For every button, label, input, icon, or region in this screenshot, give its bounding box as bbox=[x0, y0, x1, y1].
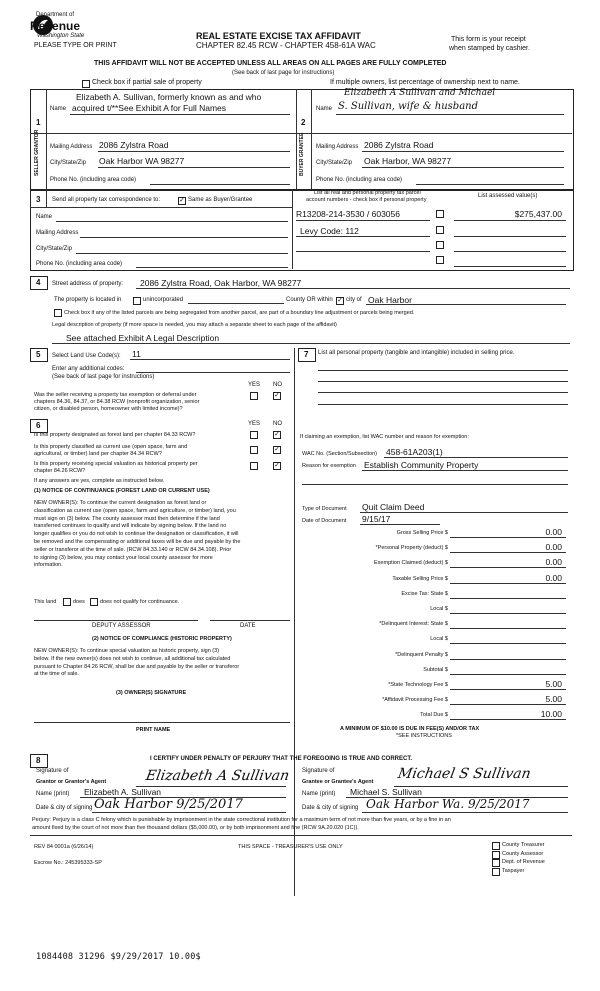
exempt-yes-checkbox[interactable] bbox=[250, 392, 258, 400]
corr-address-label: Mailing Address bbox=[36, 230, 79, 236]
calc-row-label: Local $ bbox=[430, 606, 448, 612]
grantee-name: Michael S. Sullivan bbox=[350, 787, 422, 797]
historic-q2: chapter 84.26 RCW? bbox=[34, 468, 86, 474]
forest-q: Is this property designated as forest land per chapter 84.33 RCW? bbox=[34, 432, 196, 438]
buyer-city-label: City/State/Zip bbox=[316, 160, 353, 166]
copy-label: County Assessor bbox=[502, 850, 544, 857]
exempt-q3: citizen, or disabled person, homeowner with limited income)? bbox=[34, 406, 183, 412]
calc-row-value: 0.00 bbox=[545, 572, 562, 583]
multiple-owners-note: If multiple owners, list percentage of ownership next to name. bbox=[330, 79, 520, 86]
corr-city-label: City/State/Zip bbox=[36, 246, 73, 252]
copy-checkbox[interactable] bbox=[492, 842, 500, 850]
copy-label: Dept. of Revenue bbox=[502, 859, 545, 865]
copy-checkbox[interactable] bbox=[492, 868, 500, 876]
segregated-checkbox[interactable] bbox=[54, 309, 62, 317]
deputy-date-label: DATE bbox=[240, 623, 256, 629]
see-instructions: *SEE INSTRUCTIONS bbox=[396, 733, 452, 739]
current-use-q2: agricultural, or timber) land per chapter 84.34 RCW? bbox=[34, 451, 162, 457]
county-or-label: County OR within bbox=[286, 297, 333, 303]
exempt-no-checkbox[interactable]: ✓ bbox=[274, 392, 280, 399]
historic-no-checkbox[interactable]: ✓ bbox=[274, 462, 280, 469]
grantor-sig-of: Signature of bbox=[36, 768, 69, 774]
grantee-date-city: Oak Harbor Wa. 9/25/2017 bbox=[366, 797, 530, 811]
receipt-line2: when stamped by cashier. bbox=[449, 45, 530, 52]
perjury-line2: amount fixed by the court of not more than five thousand dollars ($5,000.00), or by both imprisonment and fine (RCW 9A.20.020 (1C)). bbox=[32, 825, 359, 831]
please-type: PLEASE TYPE OR PRINT bbox=[34, 42, 117, 49]
exempt-q2: chapters 84.36, 84.37, or 84.38 RCW (nonprofit organization, senior bbox=[34, 399, 200, 405]
section-4-number: 4 bbox=[36, 278, 41, 287]
assessed-value-1: $275,437.00 bbox=[514, 209, 562, 219]
historic-q1: Is this property receiving special valuation as historical property per bbox=[34, 461, 198, 467]
unincorporated-checkbox[interactable] bbox=[133, 297, 141, 305]
dept-line2: Revenue bbox=[30, 19, 81, 33]
street-address: 2086 Zylstra Road, Oak Harbor, WA 98277 bbox=[140, 278, 302, 288]
historic-yes-checkbox[interactable] bbox=[250, 462, 258, 470]
warning-text: THIS AFFIDAVIT WILL NOT BE ACCEPTED UNLESS ALL AREAS ON ALL PAGES ARE FULLY COMPLETED bbox=[94, 60, 447, 67]
correspondence-label: Send all property tax correspondence to: bbox=[52, 197, 161, 203]
current-use-q1: Is this property classified as current use (open space, farm and bbox=[34, 444, 188, 450]
calc-row-label: *State Technology Fee $ bbox=[388, 682, 448, 688]
calc-row-value: 5.00 bbox=[545, 694, 562, 705]
segregated-label: Check box if any of the listed parcels are being segregated from another parcel, are part of a boundary line adjustment or parcels being merged. bbox=[64, 310, 415, 316]
additional-codes-note: (See back of last page for instructions) bbox=[52, 374, 155, 380]
land-use-value: 11 bbox=[132, 349, 141, 359]
exemption-claim-label: If claiming an exemption, list WAC number and reason for exemption: bbox=[300, 434, 469, 440]
s5-yes: YES bbox=[248, 382, 261, 388]
does-label: does bbox=[73, 599, 85, 605]
wac-label: WAC No. (Section/Subsection) bbox=[302, 451, 377, 457]
calc-row-label: *Delinquent Interest: State $ bbox=[379, 621, 448, 628]
city-name: Oak Harbor bbox=[368, 295, 412, 305]
calc-row-value: 5.00 bbox=[545, 679, 562, 689]
copy-checkbox[interactable] bbox=[492, 859, 500, 867]
calc-row-label: Subtotal $ bbox=[423, 666, 448, 673]
grantor-date-city: Oak Harbor 9/25/2017 bbox=[94, 797, 243, 812]
exempt-q1: Was the seller receiving a property tax exemption or deferral under bbox=[34, 392, 197, 398]
notice-compliance-text: NEW OWNER(S): To continue special valuation as historic property, sign (3) below. If the new owner(s) does not wish to continue, all additional tax calculated pursuant to Chapter 84.26 RCW, shall be due and payable by the seller or transferor at the time of sale. bbox=[34, 648, 240, 678]
buyer-phone-label: Phone No. (including area code) bbox=[316, 177, 403, 183]
calc-row-label: Gross Selling Price $ bbox=[396, 530, 448, 536]
s6-yes: YES bbox=[248, 421, 261, 427]
same-as-buyer-label: Same as Buyer/Grantee bbox=[188, 197, 253, 203]
print-name-label: PRINT NAME bbox=[136, 727, 171, 733]
corr-phone-label: Phone No. (including area code) bbox=[36, 261, 123, 267]
legal-value: See attached Exhibit A Legal Description bbox=[66, 333, 220, 343]
assessed-header: List assessed value(s) bbox=[478, 193, 538, 199]
parcel-header1: List all real and personal property tax parcel bbox=[314, 190, 421, 196]
grantor-agent-label: Grantor or Grantor's Agent bbox=[36, 779, 107, 785]
copy-checkbox[interactable] bbox=[492, 851, 500, 859]
buyer-address-label: Mailing Address bbox=[316, 144, 359, 150]
wac-value: 458-61A203(1) bbox=[386, 447, 443, 457]
doc-date-value: 9/15/17 bbox=[362, 514, 391, 524]
calc-row-label: *Delinquent Penalty $ bbox=[395, 651, 448, 658]
seller-address: 2086 Zylstra Road bbox=[99, 140, 169, 150]
land-use-label: Select Land Use Code(s): bbox=[52, 353, 121, 359]
buyer-side-label: BUYER GRANTEE bbox=[299, 132, 305, 176]
form-title: REAL ESTATE EXCISE TAX AFFIDAVIT bbox=[196, 31, 361, 41]
partial-sale-checkbox[interactable] bbox=[82, 80, 90, 88]
deputy-assessor-label: DEPUTY ASSESSOR bbox=[92, 623, 151, 629]
owner-signature-label: (3) OWNER(S) SIGNATURE bbox=[116, 690, 187, 696]
current-use-yes-checkbox[interactable] bbox=[250, 446, 258, 454]
grantee-date-label: Date & city of signing bbox=[302, 805, 359, 811]
section-8-number: 8 bbox=[36, 756, 41, 765]
seller-phone-label: Phone No. (including area code) bbox=[50, 177, 137, 183]
recording-stamp: 1084408 31296 $9/29/2017 10.00$ bbox=[36, 952, 201, 962]
calc-row-label: *Personal Property (deduct) $ bbox=[375, 545, 448, 552]
calc-row-value: 10.00 bbox=[540, 709, 562, 720]
section-3-number: 3 bbox=[36, 195, 41, 204]
grantee-name-label: Name (print) bbox=[302, 791, 336, 797]
buyer-name-line1: Elizabeth A Sullivan and Michael bbox=[344, 88, 496, 98]
s5-no: NO bbox=[273, 382, 282, 388]
dept-line3: Washington State bbox=[37, 33, 85, 39]
treasurer-space: THIS SPACE - TREASURER'S USE ONLY bbox=[238, 844, 343, 850]
parcel-1-checkbox[interactable] bbox=[436, 210, 444, 218]
reason-value: Establish Community Property bbox=[364, 460, 479, 470]
grantor-signature: Elizabeth A Sullivan bbox=[144, 768, 291, 784]
grantor-name-label: Name (print) bbox=[36, 791, 70, 797]
same-as-buyer-checkbox[interactable]: ✓ bbox=[179, 197, 185, 204]
calc-row-value: 0.00 bbox=[545, 542, 562, 553]
legal-label: Legal description of property (if more space is needed, you may attach a separate sheet to each page of the affidavit) bbox=[52, 322, 337, 328]
calc-row-label: Taxable Selling Price $ bbox=[392, 575, 448, 582]
seller-city-label: City/State/Zip bbox=[50, 160, 87, 166]
levy-code: Levy Code: 112 bbox=[300, 226, 359, 236]
parcel-header2: account numbers - check box if personal property bbox=[306, 197, 427, 203]
buyer-address: 2086 Zylstra Road bbox=[364, 140, 434, 150]
forest-no-checkbox[interactable]: ✓ bbox=[274, 431, 280, 438]
certify-statement: I CERTIFY UNDER PENALTY OF PERJURY THAT THE FOREGOING IS TRUE AND CORRECT. bbox=[150, 756, 413, 762]
grantee-agent-label: Grantee or Grantee's Agent bbox=[302, 779, 374, 785]
forest-yes-checkbox[interactable] bbox=[250, 431, 258, 439]
buyer-name-label: Name bbox=[316, 106, 333, 112]
rev-number: REV 84 0001a (6/26/14) bbox=[34, 844, 94, 850]
calc-row-label: *Affidavit Processing Fee $ bbox=[382, 697, 448, 704]
calc-row-label: Total Due $ bbox=[420, 712, 448, 719]
parcel-3-checkbox[interactable] bbox=[436, 241, 444, 249]
reason-label: Reason for exemption bbox=[302, 463, 356, 469]
seller-city: Oak Harbor WA 98277 bbox=[99, 156, 185, 166]
minimum-due: A MINIMUM OF $10.00 IS DUE IN FEE(S) AND/OR TAX bbox=[340, 726, 480, 732]
seller-name-label: Name bbox=[50, 106, 67, 112]
perjury-line1: Perjury: Perjury is a class C felony which is punishable by imprisonment in the state correctional institution for a maximum term of not more than five years, or by a fine in an bbox=[32, 817, 451, 823]
located-in-label: The property is located in bbox=[54, 297, 122, 303]
does-not-label: does not qualify for continuance. bbox=[100, 599, 180, 605]
section-1-number: 1 bbox=[36, 118, 41, 127]
doc-date-label: Date of Document bbox=[302, 518, 347, 524]
section-2-number: 2 bbox=[301, 118, 306, 127]
city-of-label: city of bbox=[346, 297, 362, 303]
if-yes-note: If any answers are yes, complete as instructed below. bbox=[34, 478, 165, 484]
parcel-1: R13208-214-3530 / 603056 bbox=[296, 209, 400, 219]
receipt-line1: This form is your receipt bbox=[451, 36, 526, 43]
see-back: (See back of last page for instructions) bbox=[232, 70, 335, 76]
parcel-2-checkbox[interactable] bbox=[436, 226, 444, 234]
notice-continuance-text: NEW OWNER(S): To continue the current designation as forest land or classification as current use (open space, farm and agriculture, or timber) land, you must sign on (3) below. The county assessor must then determine if the land transferred continues to qualify and will indicate by signing below. If the land no longer qualifies or you do not wish to continue the designation or classification, it will be removed and the compensating or additional taxes will be due and payable by the seller or transferor at the time of sale. (RCW 84.33.140 or RCW 84.34.108). Prior to signing (3) below, you may contact your local county assessor for more information. bbox=[34, 500, 241, 569]
parcel-4-checkbox[interactable] bbox=[436, 256, 444, 264]
notice-compliance-title: (2) NOTICE OF COMPLIANCE (HISTORIC PROPERTY) bbox=[92, 636, 232, 642]
copy-label: County Treasurer bbox=[502, 842, 545, 848]
corr-name-label: Name bbox=[36, 214, 53, 220]
doc-type-value: Quit Claim Deed bbox=[362, 502, 425, 512]
calc-row-label: Exemption Claimed (deduct) $ bbox=[374, 560, 448, 567]
doc-type-label: Type of Document bbox=[302, 506, 347, 512]
copy-label: Taxpayer bbox=[502, 867, 525, 874]
grantee-sig-of: Signature of bbox=[302, 768, 335, 774]
escrow-number: Escrow No.: 245395333-SP bbox=[34, 860, 102, 866]
s6-no: NO bbox=[273, 421, 282, 427]
grantor-date-label: Date & city of signing bbox=[36, 805, 93, 811]
buyer-city: Oak Harbor, WA 98277 bbox=[364, 156, 452, 166]
section-7-number: 7 bbox=[304, 350, 309, 359]
seller-address-label: Mailing Address bbox=[50, 144, 93, 150]
city-of-checkbox[interactable]: ✓ bbox=[337, 297, 343, 304]
buyer-name-line2: S. Sullivan, wife & husband bbox=[338, 101, 478, 112]
seller-name-line2: acquired t/**See Exhibit A for Full Names bbox=[72, 103, 227, 113]
unincorporated-label: unincorporated bbox=[143, 297, 184, 303]
land-does-label: This land bbox=[34, 599, 57, 605]
personal-property-label: List all personal property (tangible and intangible) included in selling price. bbox=[318, 350, 515, 356]
grantee-signature: Michael S Sullivan bbox=[396, 766, 533, 782]
dept-line1: Department of bbox=[36, 12, 75, 18]
does-checkbox[interactable] bbox=[63, 598, 71, 606]
calc-row-label: Local $ bbox=[430, 636, 448, 643]
current-use-no-checkbox[interactable]: ✓ bbox=[274, 446, 280, 453]
grantor-name: Elizabeth A. Sullivan bbox=[84, 787, 162, 797]
seller-side-label: SELLER GRANTOR bbox=[34, 129, 40, 176]
notice-continuance-title: (1) NOTICE OF CONTINUANCE (FOREST LAND OR CURRENT USE) bbox=[34, 488, 210, 494]
does-not-checkbox[interactable] bbox=[90, 598, 98, 606]
partial-sale-label: Check box if partial sale of property bbox=[92, 79, 202, 86]
calc-row-label: Excise Tax: State $ bbox=[401, 590, 448, 597]
street-label: Street address of property: bbox=[52, 281, 124, 287]
additional-codes-label: Enter any additional codes: bbox=[52, 366, 125, 372]
form-chapter: CHAPTER 82.45 RCW - CHAPTER 458-61A WAC bbox=[196, 41, 376, 50]
calc-row-value: 0.00 bbox=[545, 557, 562, 568]
seller-name-line1: Elizabeth A. Sullivan, formerly known as and who bbox=[76, 92, 262, 102]
section-5-number: 5 bbox=[36, 350, 41, 359]
calc-row-value: 0.00 bbox=[545, 527, 562, 537]
section-6-number: 6 bbox=[36, 421, 41, 430]
